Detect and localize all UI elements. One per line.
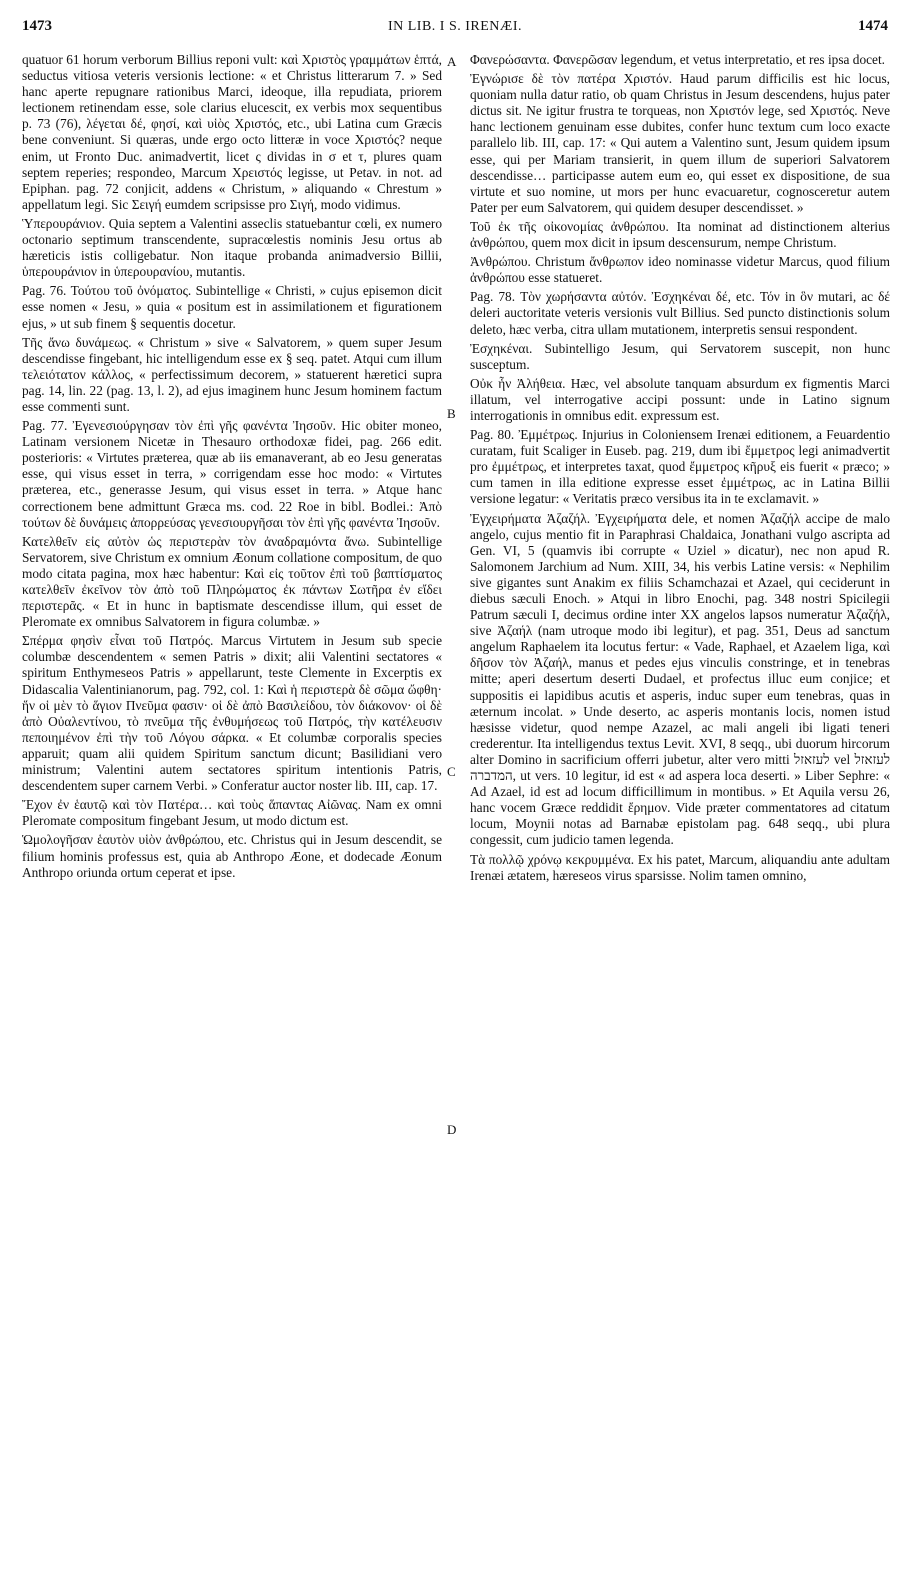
paragraph: Ἐσχηκέναι. Subintelligo Jesum, qui Servatorem suscepit, non hunc susceptum. [470, 340, 890, 372]
paragraph: Ἔχον ἐν ἑαυτῷ καὶ τὸν Πατέρα… καὶ τοὺς ἅπαντας Αἰῶνας. Nam ex omni Pleromate compositum fingebant Jesum, ut modo dictum est. [22, 797, 442, 829]
paragraph: Pag. 80. Ἐμμέτρως. Injurius in Coloniensem Irenæi editionem, a Feuardentio curatam, fuit Scaliger in Euseb. pag. 219, dum ibi ἔμμετρος legi animadvertit pro ἐμμέτρως, et interpretes taxat, quod ἔμμετρος κῆρυξ eis fuerit « præco; » cum tamen in illa editione expresse esset ἐμμέτρως, ac in Latina Billii versione legatur: « Veritatis præco versibus ita in te exclamavit. » [470, 427, 890, 507]
margin-letter-b: B [447, 406, 456, 421]
right-column [470, 52, 890, 887]
left-column [22, 52, 442, 884]
paragraph: Ὡμολογῆσαν ἑαυτὸν υἱὸν ἀνθρώπου, etc. Christus qui in Jesum descendit, se filium hominis professus est, quia ab Anthropo Æone, et dodecade Æonum Anthropo oriunda ortum ceperat et ipse. [22, 832, 442, 880]
paragraph: Pag. 78. Τὸν χωρήσαντα αὐτόν. Ἐσχηκέναι δέ, etc. Τόν in ὃν mutari, ac δέ deleri auctoritate veteris versionis vult Billius. Sed puncto distinctionis solum deleto, hæc verba, citra ullam mutationem, interpretis sensui respondent. [470, 289, 890, 337]
margin-letter-a: A [447, 54, 457, 69]
margin-letter-c: C [447, 764, 456, 779]
paragraph: Τοῦ ἐκ τῆς οἰκονομίας ἀνθρώπου. Ita nominat ad distinctionem alterius ἀνθρώπου, quem mox dicit in ipsum descensurum, nempe Christum. [470, 218, 890, 251]
paragraph: Κατελθεῖν εἰς αὐτὸν ὡς περιστερὰν τὸν ἀναδραμόντα ἄνω. Subintellige Servatorem, sive Christum ex omnium Æonum collatione compositum, de quo modo citata pagina, mox hæc habentur: Καὶ εἰς τοῦτον ἐπὶ τοῦ βαπτίσματος κατελθεῖν ἐκεῖνον τὸν ἀπὸ τοῦ Πληρώματος ἐκ πάντων Σωτῆρα ἐν εἴδει περιστερᾶς. « Et in hunc in baptismate descendisse illum, qui esset de Pleromate ex omnibus Salvatorem in figura columbæ. » [22, 533, 442, 630]
margin-letter-d: D [447, 1122, 457, 1137]
paragraph: Τὰ πολλῷ χρόνῳ κεκρυμμένα. Ex his patet, Marcum, aliquandiu ante adultam Irenæi ætatem, hæreseos virus sparsisse. Nolim tamen omnino, [470, 851, 890, 883]
page-number-left: 1473 [22, 18, 52, 34]
paragraph: Φανερώσαντα. Φανερῶσαν legendum, et vetus interpretatio, et res ipsa docet. [470, 52, 886, 67]
paragraph: Ἐγνώρισε δὲ τὸν πατέρα Χριστόν. Haud parum difficilis est hic locus, quoniam nulla datur ratio, ob quam Christus in Jesum descendens, hujus pater dictus sit. Ne igitur frustra te torqueas, non Χριστόν lege, sed Χριστός. Neve hanc lectionem genuinam esse dubites, confer hunc textum cum loco exacte parallelo lib. III, cap. 17: « Qui autem a Valentino sunt, Jesum quidem ipsum esse, qui per Mariam transierit, in quem illum de superiori Salvatorem descendisse… participasse autem eum eo, qui esset ex dispositione, de sua virtute et suo nomine, ut mors per hunc evacuaretur, cognosceretur autem Pater per eum Salvatorem, qui quidem desuper descendisset. » [470, 71, 890, 215]
paragraph: Ἐγχειρήματα Ἀζαζήλ. Ἐγχειρήματα dele, et nomen Ἀζαζήλ accipe de malo angelo, cujus mentio fit in Paraphrasi Chaldaica, Jonathani vulgo ascripta ad Gen. VI, 5 (quamvis ibi corrupte « Uziel » dicatur), nec non apud R. Salomonem Jarchium ad Num. XIII, 34, his verbis Latine versis: « Nephilim sive gigantes sunt Anakim ex filiis Schamchazai et Azael, qui ceciderunt in diebus sæculi Enoch. » Atqui in libro Enochi, pag. 348 nostri Spicilegii Patrum sæculi I, decimus ordine inter XX angelos lapsos numeratur Ἀζαζήλ, sive Ἀζαήλ (nam utroque modo ibi legitur), et pag. 351, Deus ad sanctum angelum Raphaelem ita locutus fertur: « Vade, Raphael, et Azaelem liga, καὶ δῆσον τὸν Ἀζαήλ, manus et pedes ejus vinculis constringe, et in tenebras mitte; aperi desertum deserti Dudael, et profectus illuc eum conjice; et suppositis ei lapidibus acutis et asperis, induc super eum tenebras, quas in æternum incolat. » Unde deserto, ac asperis montanis locis, nomen istud hæsisse videtur, quod nempe Azazel, ac mali angeli ibi ligati teneri crederentur. Ita intelligendus textus Levit. XVI, 8 seqq., ubi duorum hircorum alter Domino in sacrificium offerri jubetur, alter vero mitti לעזאזל vel לעזאזל המדברה, ut vers. 10 legitur, id est « ad aspera loca deserti. » Liber Sephre: « Ad Azael, id est ad locum difficillimum in montibus. » Et Aquila versu 26, hanc vocem Græce reddidit ἔρημον. Vide præter commentatores ad citatum locum, Moynii notas ad Barnabæ epistolam pag. 648 seqq., ubi plura congessit, cum judicio tamen legenda. [470, 510, 890, 848]
paragraph: Ὑπερουράνιον. Quia septem a Valentini asseclis statuebantur cœli, ex numero octonario septimum transcendente, supracœlestis nominis Jesu ortus ab hæreticis istis colligebatur. Non itaque probanda animadversio Billii, ὑπερουράνιον in ὑπερουρανίου, mutantis. [22, 215, 442, 280]
paragraph: Οὐκ ἦν Ἀλήθεια. Hæc, vel absolute tanquam absurdum ex figmentis Marci illatum, vel interrogative accipi possunt: unde in Latino signum interrogationis in omnibus edit. expressum est. [470, 375, 890, 423]
paragraph: quatuor 61 horum verborum Billius reponi vult: καὶ Χριστὸς γραμμάτων ἑπτά, seductus vitiosa veteris versionis lectione: « et Christus litterarum 7. » Sed hanc aperte repugnare rationibus Marci, ideoque, illa repudiata, priorem lectionem retinendam esse, sole clarius elucescit, ex verbis mox sequentibus p. 73 (76), λέγεται δέ, φησί, καὶ υἱὸς Χριστός, etc., ubi Latina cum Græcis bene conveniunt. Si quæras, unde ergo octo litteræ in voce Χριστός? neque enim, ut Fronto Duc. animadvertit, licet ς dividas in σ et τ, plures quam septem reperies; respondeo, Marcum Χρειστός legisse, ut Petav. in not. ad Epiphan. pag. 72 conjicit, addens « Christum, » aliquando « Chrestum » appellatum legi. Sic Σειγή eumdem scripsisse pro Σιγή, modo vidimus. [22, 52, 442, 212]
page-number-right: 1474 [858, 18, 888, 34]
paragraph: Τῆς ἄνω δυνάμεως. « Christum » sive « Salvatorem, » quem super Jesum descendisse fingebant, hic intelligendum esse ex § seq. patet. Atqui cum illum τελειότατον κάλλος, « perfectissimum decorem, » statuerent hæretici supra pag. 14, lin. 22 (pag. 13, l. 2), ad ejus imaginem hunc Jesum hominem factum esse commenti sunt. [22, 334, 442, 414]
page-header [22, 18, 888, 40]
paragraph: Ἀνθρώπου. Christum ἄνθρωπον ideo nominasse videtur Marcus, quod filium ἀνθρώπου esse statueret. [470, 254, 890, 286]
running-title: IN LIB. I S. IRENÆI. [387, 19, 523, 34]
paragraph: Σπέρμα φησὶν εἶναι τοῦ Πατρός. Marcus Virtutem in Jesum sub specie columbæ descendentem « semen Patris » dixit; alii Valentini sectatores « spiritum Enthymeseos Patris » appellarunt, teste Clemente in Excerptis ex Didascalia Valentinianorum, pag. 792, col. 1: Καὶ ἡ περιστερὰ δὲ σῶμα ὤφθη· ἥν οἱ μὲν τὸ ἅγιον Πνεῦμα φασιν· οἱ δὲ ἀπὸ Βασιλείδου, τὸν διάκονον· οἱ δὲ ἀπὸ Οὐαλεντίνου, τὸ πνεῦμα τῆς ἐνθυμήσεως τοῦ Πατρός, τὴν κατέλευσιν πεποιημένον ἐπὶ τὴν τοῦ Λόγου σάρκα. « Et columbæ corporalis species apparuit; quam alii quidem Spiritum sanctum dicunt; Basilidiani vero ministrum; Valentini autem sectatores spiritum intentionis Patris, descendentem super carnem Verbi. » Conferatur auctor noster lib. III, cap. 17. [22, 633, 442, 794]
paragraph: Pag. 76. Τούτου τοῦ ὀνόματος. Subintellige « Christi, » cujus episemon dicit esse nomen « Jesu, » quia « positum est in assimilationem et figurationem ejus, » ut sub finem § sequentis docetur. [22, 283, 442, 331]
paragraph: Pag. 77. Ἐγενεσιούργησαν τὸν ἐπὶ γῆς φανέντα Ἰησοῦν. Hic obiter moneo, Latinam versionem Nicetæ in Thesauro orthodoxæ fidei, pag. 266 edit. posterioris: « Virtutes præterea, quæ ab iis emanaverant, ab eo Jesu generatas esse, qui visus esset in terra, » corrigendam esse hoc modo: « Virtutes præterea, etc., generasse Jesum, qui visus esset in terra. » Atque hanc correctionem bene admittunt Græca ms. cod. 22 Roe in bibl. Bodlei.: Ἀπὸ τούτων δὲ δυνάμεις ἀπορρεύσας γενεσιουργῆσαι τὸν ἐπὶ γῆς φανέντα Ἰησοῦν. [22, 418, 442, 530]
